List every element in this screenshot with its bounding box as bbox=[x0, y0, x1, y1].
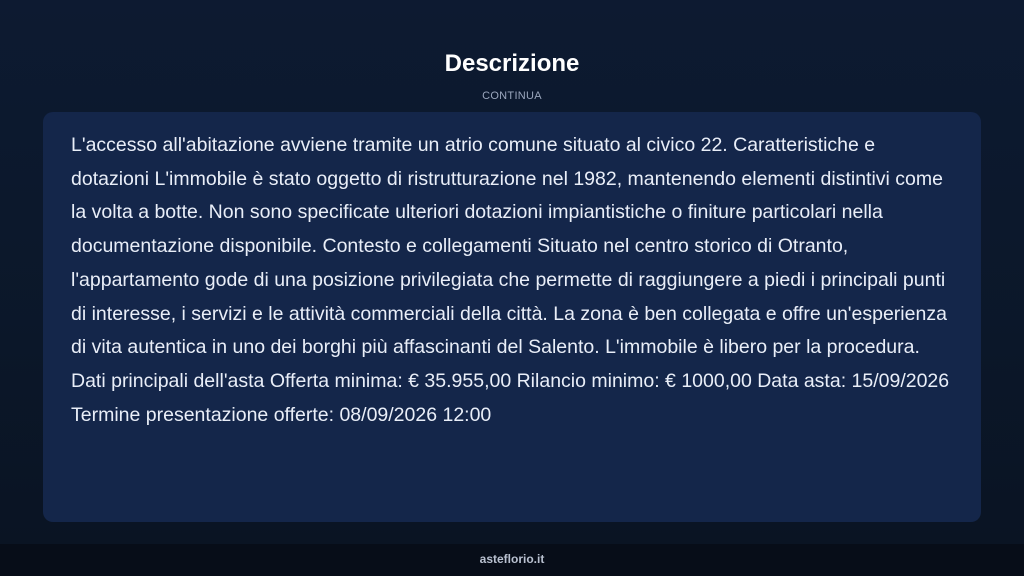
page-title: Descrizione bbox=[444, 50, 580, 77]
footer-site-label: asteflorio.it bbox=[479, 552, 545, 566]
continue-label: CONTINUA bbox=[482, 90, 542, 102]
description-text: L'accesso all'abitazione avviene tramite un atrio comune situato al civico 22. Caratteristiche e dotazioni L'immobile è stato oggetto di ristrutturazione nel 1982, mantenendo elementi distintivi come la volta a botte. Non sono specificate ulteriori dotazioni impiantistiche o finiture particolari nella documentazione disponibile. Contesto e collegamenti Situato nel centro storico di Otranto, l'appartamento gode di una posizione privilegiata che permette di raggiungere a piedi i principali punti di interesse, i servizi e le attività commerciali della città. La zona è ben collegata e offre un'esperienza di vita autentica in uno dei borghi più affascinanti del Salento. L'immobile è libero per la procedura. Dati principali dell'asta Offerta minima: € 35.955,00 Rilancio minimo: € 1000,00 Data asta: 15/09/2026 Termine presentazione offerte: 08/09/2026 12:00 bbox=[71, 134, 950, 426]
footer-bar bbox=[0, 544, 1024, 576]
description-card bbox=[43, 112, 981, 522]
